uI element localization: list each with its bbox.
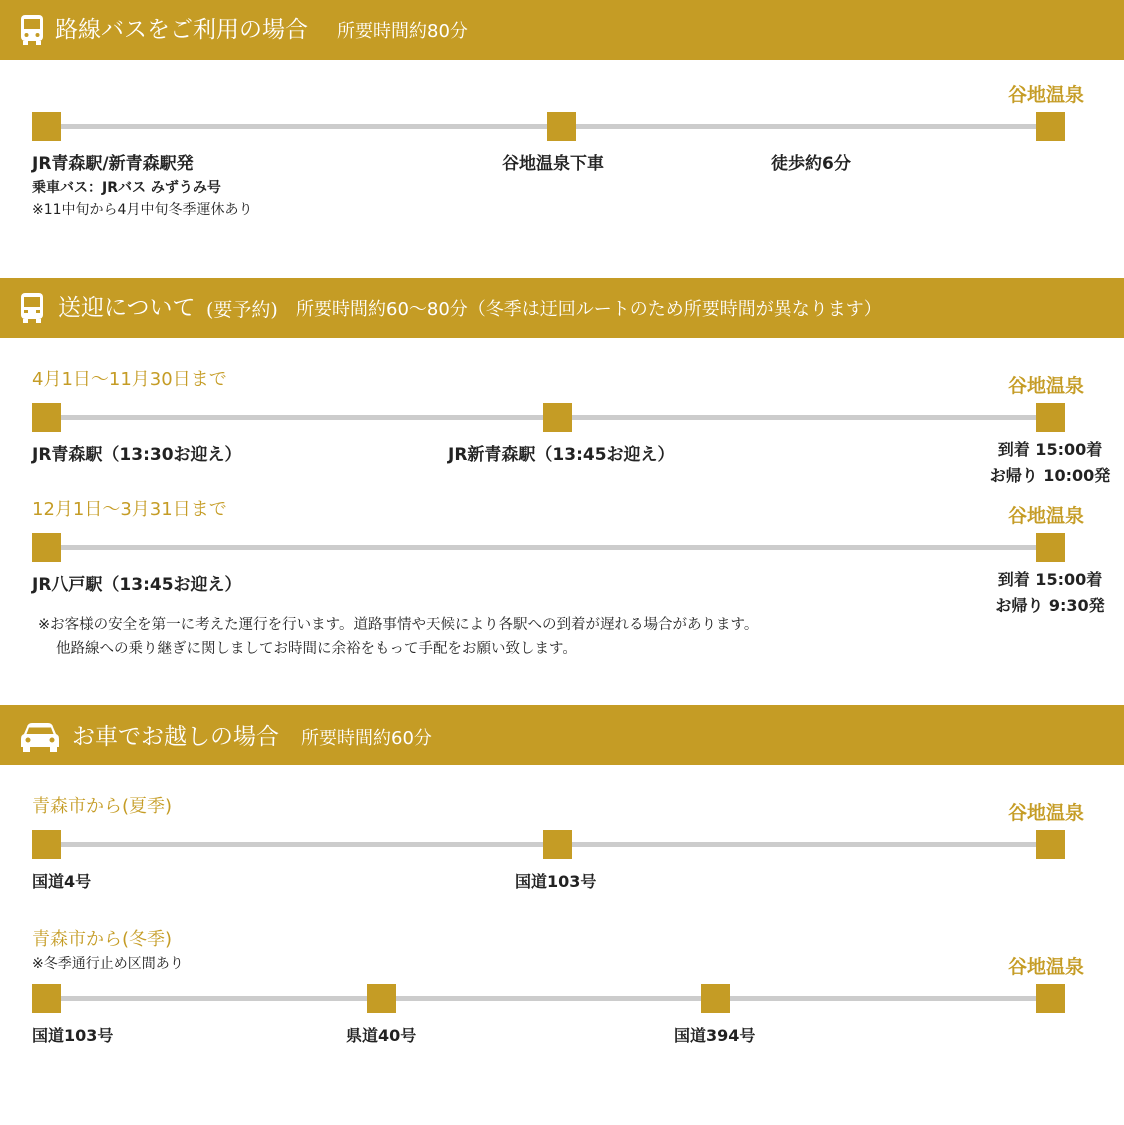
car-section-title: お車でお越しの場合 xyxy=(72,724,279,750)
bus-stop-label: 谷地温泉下車 xyxy=(502,154,604,174)
car-summer-point-end xyxy=(1036,830,1065,859)
shuttle-winter-range: 12月1日〜3月31日まで xyxy=(32,499,227,520)
shuttle-section-header xyxy=(0,278,1124,338)
car-icon xyxy=(20,721,60,753)
shuttle-winter-line xyxy=(46,545,1050,550)
bus-section-title: 路線バスをご利用の場合 xyxy=(55,17,308,43)
shuttle-note-line2: 他路線への乗り継ぎに関しましてお時間に余裕をもって手配をお願い致します。 xyxy=(56,641,577,657)
car-winter-point-3 xyxy=(701,984,730,1013)
car-winter-road3-label: 国道394号 xyxy=(674,1026,756,1045)
shuttle-section-title: 送迎について xyxy=(58,295,196,321)
bus-name: 乗車バス：JRバス みずうみ号 xyxy=(32,180,221,196)
shuttle-winter-stop-1 xyxy=(32,533,61,562)
shuttle-note-line1: ※お客様の安全を第一に考えた運行を行います。道路事情や天候により各駅への到着が遅れる場合があります。 xyxy=(38,617,759,633)
bus-destination: 谷地温泉 xyxy=(1008,84,1085,106)
car-summer-range: 青森市から(夏季) xyxy=(32,796,173,817)
car-winter-road1-label: 国道103号 xyxy=(32,1026,114,1045)
shuttle-summer-stop-1 xyxy=(32,403,61,432)
shuttle-winter-stop-end xyxy=(1036,533,1065,562)
shuttle-summer-destination: 谷地温泉 xyxy=(1008,375,1085,397)
car-summer-point-2 xyxy=(543,830,572,859)
car-winter-destination: 谷地温泉 xyxy=(1008,956,1085,978)
shuttle-travel-time: 所要時間約60〜80分（冬季は迂回ルートのため所要時間が異なります） xyxy=(296,299,882,320)
car-section-header xyxy=(0,705,1124,765)
bus-section-header xyxy=(0,0,1124,60)
car-winter-notice: ※冬季通行止め区間あり xyxy=(32,956,184,972)
car-summer-destination: 谷地温泉 xyxy=(1008,802,1085,824)
shuttle-summer-stop-end xyxy=(1036,403,1065,432)
shuttle-bus-icon xyxy=(20,292,44,324)
shuttle-winter-stop1-label: JR八戸駅（13:45お迎え） xyxy=(32,575,242,595)
bus-walk-label: 徒歩約6分 xyxy=(771,154,851,174)
car-summer-road2-label: 国道103号 xyxy=(515,872,597,891)
shuttle-note xyxy=(38,613,758,661)
bus-travel-time: 所要時間約80分 xyxy=(337,21,468,42)
car-winter-range: 青森市から(冬季) xyxy=(32,929,173,950)
shuttle-summer-times xyxy=(980,437,1120,489)
bus-stop-end xyxy=(1036,112,1065,141)
car-winter-road2-label: 県道40号 xyxy=(346,1026,417,1045)
shuttle-summer-stop1-label: JR青森駅（13:30お迎え） xyxy=(32,445,242,465)
shuttle-summer-stop-2 xyxy=(543,403,572,432)
car-winter-point-2 xyxy=(367,984,396,1013)
bus-icon xyxy=(20,14,44,46)
car-winter-point-1 xyxy=(32,984,61,1013)
car-summer-road1-label: 国道4号 xyxy=(32,872,92,891)
bus-notice: ※11中旬から4月中旬冬季運休あり xyxy=(32,202,253,218)
bus-stop-middle xyxy=(547,112,576,141)
shuttle-winter-arrival: 到着 15:00着 xyxy=(997,570,1103,589)
bus-start-label: JR青森駅/新青森駅発 xyxy=(32,154,194,174)
shuttle-summer-stop2-label: JR新青森駅（13:45お迎え） xyxy=(448,445,675,465)
car-winter-point-end xyxy=(1036,984,1065,1013)
bus-stop-start xyxy=(32,112,61,141)
car-winter-line xyxy=(46,996,1050,1001)
shuttle-summer-range: 4月1日〜11月30日まで xyxy=(32,369,227,390)
shuttle-summer-arrival: 到着 15:00着 xyxy=(997,440,1103,459)
shuttle-winter-times xyxy=(980,567,1120,619)
shuttle-winter-destination: 谷地温泉 xyxy=(1008,505,1085,527)
shuttle-reservation: (要予約) xyxy=(206,299,278,321)
car-travel-time: 所要時間約60分 xyxy=(301,728,432,749)
shuttle-winter-return: お帰り 9:30発 xyxy=(995,596,1105,615)
car-summer-point-1 xyxy=(32,830,61,859)
shuttle-summer-return: お帰り 10:00発 xyxy=(989,466,1111,485)
